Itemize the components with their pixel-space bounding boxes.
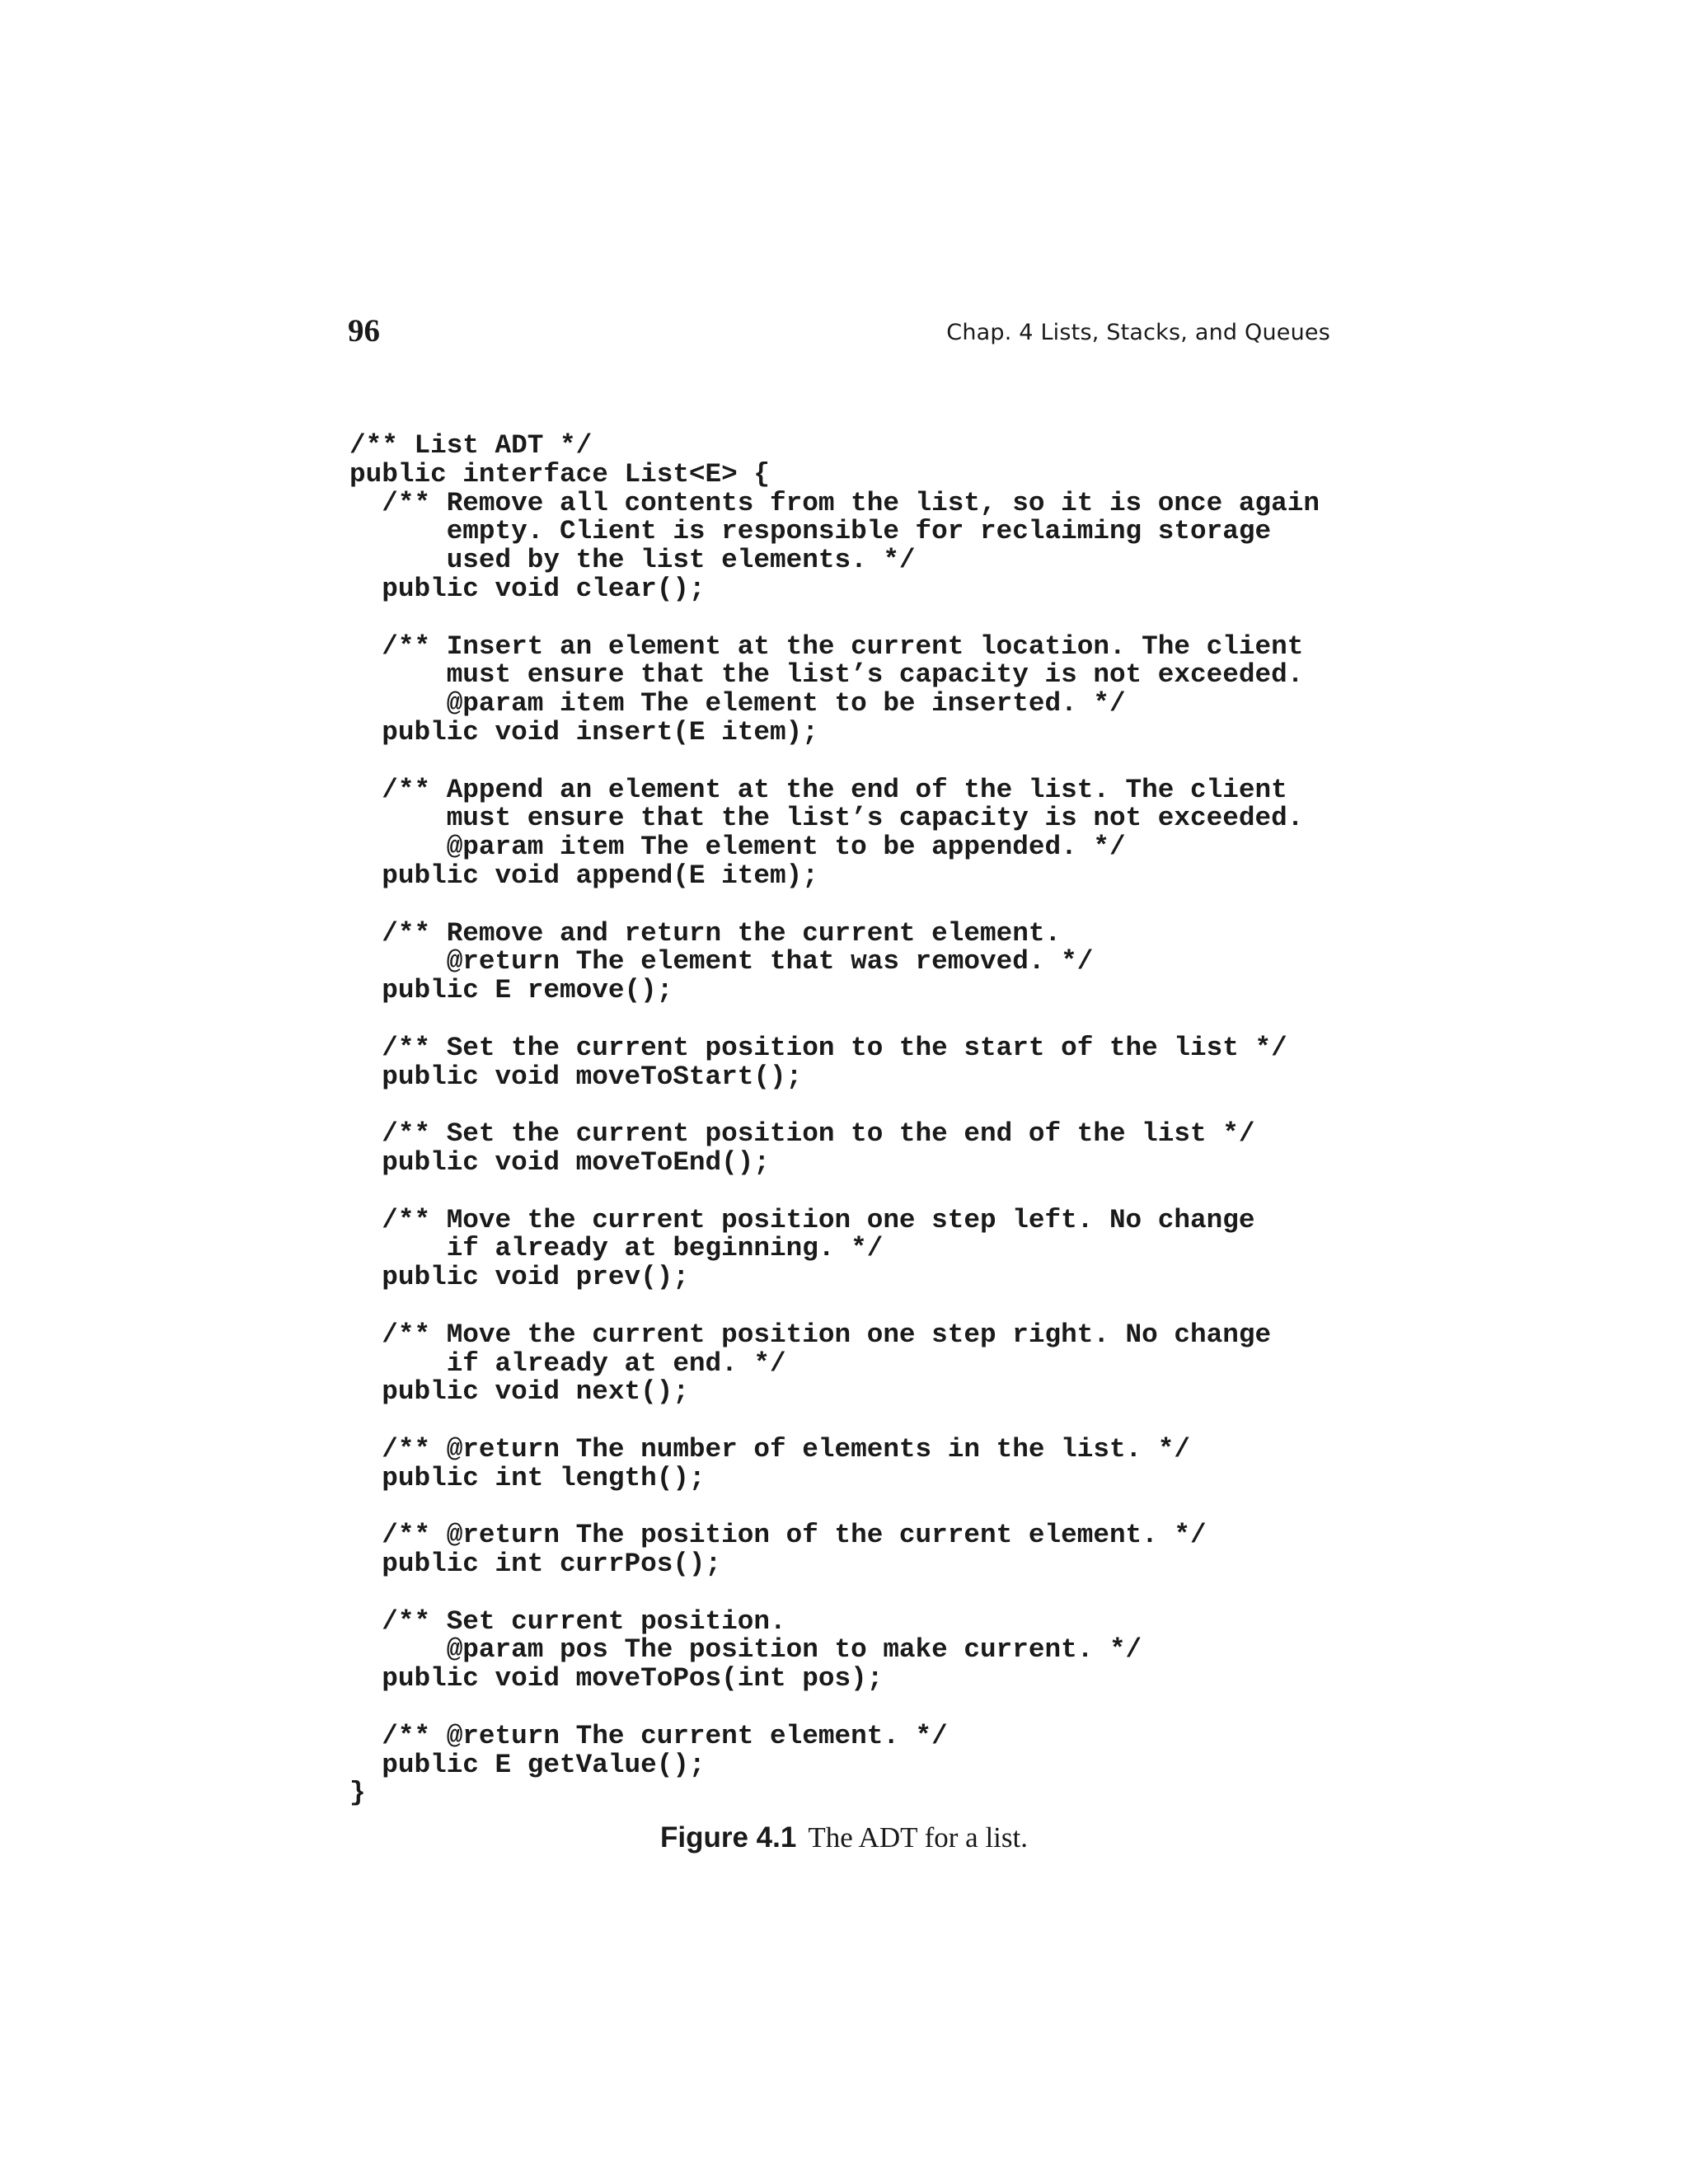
code-line: /** Set current position. <box>349 1605 786 1637</box>
code-line: public void moveToStart(); <box>349 1061 803 1092</box>
code-line: /** Move the current position one step right. No change <box>349 1319 1272 1350</box>
code-listing <box>349 432 1320 1808</box>
code-line <box>349 891 1320 920</box>
code-line: @param item The element to be appended. */ <box>349 832 1126 863</box>
code-line: /** Move the current position one step left. No change <box>349 1204 1255 1235</box>
code-line <box>349 1091 1320 1120</box>
code-line: must ensure that the list’s capacity is not exceeded. <box>349 659 1304 691</box>
code-line: public void clear(); <box>349 573 706 604</box>
code-line <box>349 604 1320 633</box>
code-line <box>349 1178 1320 1207</box>
page-number: 96 <box>348 313 380 349</box>
code-line: /** @return The number of elements in the list. */ <box>349 1433 1191 1465</box>
code-line: public E remove(); <box>349 975 673 1006</box>
code-line <box>349 1005 1320 1034</box>
code-line: /** List ADT */ <box>349 430 593 461</box>
code-line: if already at end. */ <box>349 1347 786 1379</box>
code-line: @param item The element to be inserted. */ <box>349 688 1126 719</box>
code-line: public interface List<E> { <box>349 458 771 490</box>
code-line: public int length(); <box>349 1462 706 1493</box>
code-line: public void moveToEnd(); <box>349 1146 771 1178</box>
code-line <box>349 1407 1320 1436</box>
code-line: if already at beginning. */ <box>349 1233 884 1264</box>
code-line: public void insert(E item); <box>349 716 818 748</box>
code-line <box>349 1579 1320 1608</box>
code-line: } <box>349 1778 366 1809</box>
code-line: public void next(); <box>349 1376 689 1408</box>
running-header: Chap. 4 Lists, Stacks, and Queues <box>946 320 1330 345</box>
code-line: used by the list elements. */ <box>349 545 916 576</box>
code-line: /** @return The position of the current element. */ <box>349 1520 1207 1551</box>
code-line <box>349 1694 1320 1722</box>
code-line: empty. Client is responsible for reclaiming storage <box>349 516 1272 547</box>
code-line: /** Insert an element at the current location. The client <box>349 630 1304 662</box>
code-line: public void prev(); <box>349 1262 689 1293</box>
code-line: public int currPos(); <box>349 1549 722 1580</box>
code-line: public void append(E item); <box>349 860 818 891</box>
code-line: public E getValue(); <box>349 1749 706 1780</box>
code-line: /** Set the current position to the end of the list */ <box>349 1118 1255 1150</box>
code-line: /** Remove all contents from the list, so it is once again <box>349 487 1320 518</box>
code-line: /** Remove and return the current element. <box>349 917 1062 949</box>
figure-label: Figure 4.1 <box>660 1821 797 1854</box>
caption-text: The ADT for a list. <box>808 1821 1028 1854</box>
code-line: must ensure that the list’s capacity is not exceeded. <box>349 803 1304 834</box>
code-line <box>349 748 1320 776</box>
code-line <box>349 1292 1320 1321</box>
code-line: @param pos The position to make current. */ <box>349 1634 1142 1666</box>
code-line: public void moveToPos(int pos); <box>349 1663 884 1694</box>
code-line <box>349 1493 1320 1521</box>
code-line: /** Append an element at the end of the list. The client <box>349 774 1287 805</box>
code-line: /** @return The current element. */ <box>349 1720 948 1751</box>
code-line: /** Set the current position to the start of the list */ <box>349 1032 1287 1063</box>
code-line: @return The element that was removed. */ <box>349 946 1094 977</box>
figure-caption <box>0 1823 1688 1852</box>
